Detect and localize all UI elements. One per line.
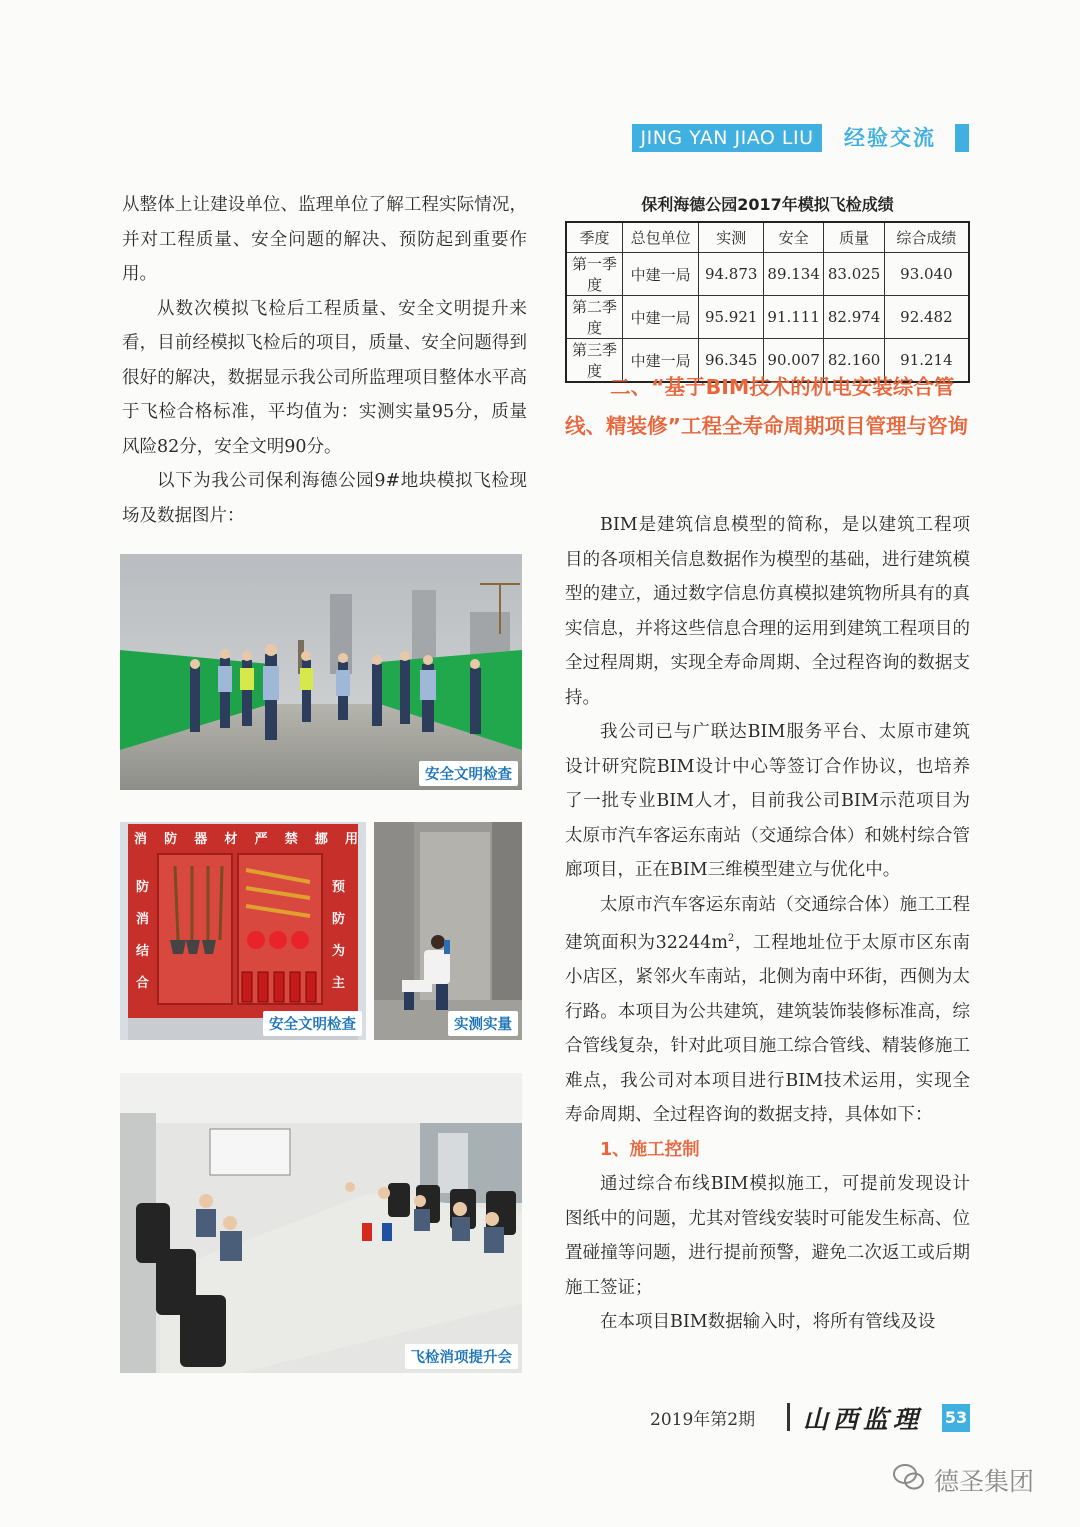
wechat-icon — [892, 1462, 926, 1492]
cabinet-sign-char: 用 — [344, 832, 358, 847]
score-table — [565, 221, 970, 383]
table-header-cell: 实测 — [699, 222, 763, 253]
header-section-cn: 经验交流 — [844, 126, 936, 150]
table-header-cell: 总包单位 — [622, 222, 699, 253]
cabinet-right-slogan — [332, 872, 348, 1000]
table-cell: 中建一局 — [622, 339, 699, 383]
cabinet-sign-char: 挪 — [314, 832, 328, 847]
table-cell: 第三季度 — [566, 339, 622, 383]
fire-cabinet-image — [120, 822, 366, 1040]
photo-site-inspection — [120, 554, 522, 790]
table-title: 保利海德公园2017年模拟飞检成绩 — [641, 195, 894, 214]
measurement-image — [374, 822, 522, 1040]
footer-issue: 2019年第2期 — [650, 1410, 756, 1430]
caption-cabinet: 安全文明检查 — [263, 1011, 362, 1036]
cabinet-right-char: 预 — [332, 880, 346, 895]
table-cell: 83.025 — [824, 253, 884, 296]
cabinet-left-slogan — [136, 872, 152, 1000]
table-cell: 中建一局 — [622, 253, 699, 296]
right-paragraph-3-b: ，工程地址位于太原市区东南小店区，紧邻火车南站，北侧为南中环街，西侧为太行路。本项目为公共建筑，建筑装饰装修标准高，综合管线复杂，针对此项目施工综合管线、精装修施工难点，我公司对本项目进行BIM技术运用，实现全寿命周期、全过程咨询的数据支持，具体如下： — [565, 932, 970, 1126]
cabinet-sign-char: 材 — [224, 832, 238, 847]
table-cell: 92.482 — [884, 296, 969, 339]
meeting-image — [120, 1073, 522, 1373]
table-cell: 93.040 — [884, 253, 969, 296]
table-cell: 中建一局 — [622, 296, 699, 339]
table-cell: 96.345 — [699, 339, 763, 383]
table-cell: 94.873 — [699, 253, 763, 296]
header-section-en: JING YAN JIAO LIU — [632, 124, 822, 152]
table-header-cell: 质量 — [824, 222, 884, 253]
site-inspection-image — [120, 554, 522, 790]
table-cell: 82.974 — [824, 296, 884, 339]
right-paragraph-1: BIM是建筑信息模型的简称，是以建筑工程项目的各项相关信息数据作为模型的基础，进行建筑模型的建立，通过数字信息仿真模拟建筑物所具有的真实信息，并将这些信息合理的运用到建筑工程项目的全过程周期，实现全寿命周期、全过程咨询的数据支持。 — [565, 515, 970, 708]
photo-measurement — [374, 822, 522, 1040]
table-cell: 91.214 — [884, 339, 969, 383]
footer-page-number: 53 — [942, 1404, 970, 1432]
subheading-construction-control: 1、施工控制 — [600, 1139, 700, 1160]
right-paragraph-3-a: 太原市汽车客运东南站（交通综合体）施工工程建筑面积为32244m — [565, 894, 970, 953]
right-column — [565, 508, 970, 1340]
cabinet-right-char: 主 — [332, 976, 346, 991]
table-row — [566, 296, 969, 339]
cabinet-sign — [134, 828, 358, 847]
photo-meeting — [120, 1073, 522, 1373]
table-header-row — [566, 222, 969, 253]
table-cell: 90.007 — [763, 339, 823, 383]
left-paragraph-1: 从整体上让建设单位、监理单位了解工程实际情况，并对工程质量、安全问题的解决、预防起到重要作用。 — [122, 195, 527, 284]
cabinet-sign-char: 防 — [164, 832, 178, 847]
right-paragraph-5: 在本项目BIM数据输入时，将所有管线及设 — [600, 1312, 936, 1333]
cabinet-left-char: 合 — [136, 976, 150, 991]
footer-separator — [787, 1403, 790, 1431]
table-cell: 89.134 — [763, 253, 823, 296]
watermark-text: 德圣集团 — [934, 1467, 1035, 1496]
header-accent-bar — [955, 124, 969, 152]
cabinet-right-char: 为 — [332, 944, 346, 959]
right-paragraph-3 — [565, 888, 970, 1133]
left-column — [122, 188, 527, 533]
cabinet-left-char: 防 — [136, 880, 150, 895]
table-cell: 91.111 — [763, 296, 823, 339]
table-cell: 第二季度 — [566, 296, 622, 339]
footer-magazine-title: 山西监理 — [803, 1405, 924, 1434]
cabinet-left-char: 消 — [136, 912, 150, 927]
cabinet-right-char: 防 — [332, 912, 346, 927]
caption-measurement: 实测实量 — [448, 1011, 518, 1036]
table-cell: 第一季度 — [566, 253, 622, 296]
table-row — [566, 253, 969, 296]
cabinet-left-char: 结 — [136, 944, 150, 959]
cabinet-sign-char: 禁 — [284, 832, 298, 847]
table-header-cell: 安全 — [763, 222, 823, 253]
right-paragraph-2: 我公司已与广联达BIM服务平台、太原市建筑设计研究院BIM设计中心等签订合作协议，也培养了一批专业BIM人才，目前我公司BIM示范项目为太原市汽车客运东南站（交通综合体）和姚村综合管廊项目，正在BIM三维模型建立与优化中。 — [565, 722, 970, 880]
caption-meeting: 飞检消项提升会 — [405, 1344, 519, 1369]
caption-site-inspection: 安全文明检查 — [419, 761, 518, 786]
section-heading: 二、“基于BIM技术的机电安装综合管线、精装修”工程全寿命周期项目管理与咨询 — [565, 375, 968, 438]
table-header-cell: 季度 — [566, 222, 622, 253]
cabinet-sign-char: 器 — [194, 832, 208, 847]
left-paragraph-3: 以下为我公司保利海德公园9#地块模拟飞检现场及数据图片： — [122, 471, 527, 526]
photo-fire-cabinet — [120, 822, 366, 1040]
cabinet-sign-char: 严 — [254, 832, 268, 847]
right-paragraph-4: 通过综合布线BIM模拟施工，可提前发现设计图纸中的问题，尤其对管线安装时可能发生标高、位置碰撞等问题，进行提前预警，避免二次返工或后期施工签证； — [565, 1174, 970, 1298]
table-cell: 95.921 — [699, 296, 763, 339]
cabinet-sign-char: 消 — [134, 832, 148, 847]
table-cell: 82.160 — [824, 339, 884, 383]
table-header-cell: 综合成绩 — [884, 222, 969, 253]
area-unit-superscript: 2 — [727, 933, 735, 944]
left-paragraph-2: 从数次模拟飞检后工程质量、安全文明提升来看，目前经模拟飞检后的项目，质量、安全问题得到很好的解决，数据显示我公司所监理项目整体水平高于飞检合格标准，平均值为：实测实量95分，质量风险82分，安全文明90分。 — [122, 298, 527, 457]
